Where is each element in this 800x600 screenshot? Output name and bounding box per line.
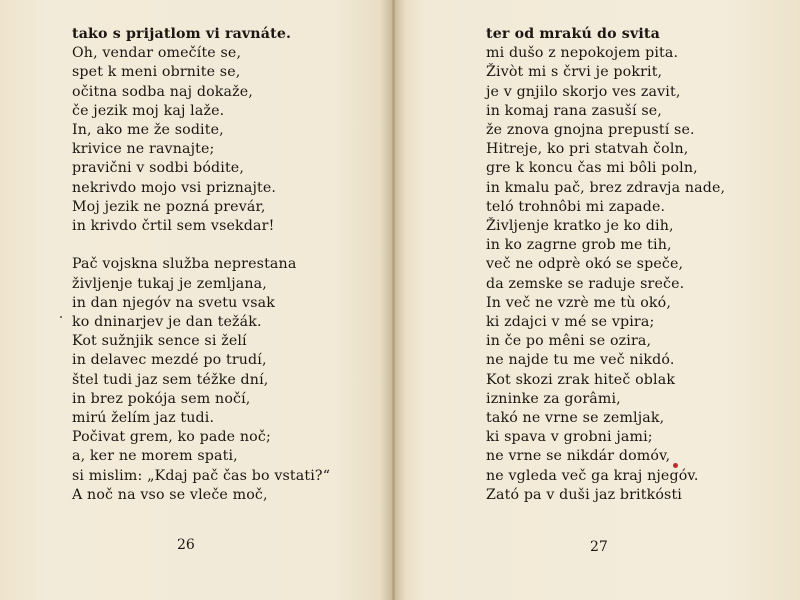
verse-line: že znova gnojna prepustí se. <box>486 122 695 139</box>
verse-line: Moj jezik ne pozná prevár, <box>72 198 266 215</box>
verse-line: si mislim: „Kdaj pač čas bo vstati?“ <box>72 467 331 484</box>
right-page-verse <box>486 25 725 505</box>
verse-line: in komaj rana zasuší se, <box>486 102 662 119</box>
verse-line: ne vrne se nikdár domóv, <box>486 448 671 465</box>
verse-line: in dan njegóv na svetu vsak <box>72 294 276 311</box>
verse-line: ne najde tu me več nikdó. <box>486 352 675 369</box>
verse-line: očitna sodba naj dokaže, <box>72 83 253 100</box>
ink-speck <box>673 463 678 468</box>
verse-line: Življenje kratko je ko dih, <box>486 218 674 235</box>
ink-speck <box>60 316 62 318</box>
verse-line: in če po mêni se ozira, <box>486 333 652 350</box>
verse-line: in kmalu pač, brez zdravja nade, <box>486 179 726 196</box>
verse-line: ki spava v grobni jami; <box>486 429 653 446</box>
verse-line: izninke za gorâmi, <box>486 390 621 407</box>
verse-line: Oh, vendar omečíte se, <box>72 45 242 62</box>
verse-line: in delavec mezdé po trudí, <box>72 352 267 369</box>
verse-line: spet k meni obrnite se, <box>72 64 241 81</box>
verse-line: Hitreje, ko pri statvah čoln, <box>486 141 689 158</box>
verse-line: gre k koncu čas mi bôli poln, <box>486 160 698 177</box>
page-number-left: 26 <box>177 537 195 553</box>
verse-line: Živòt mi s črvi je pokrit, <box>486 64 663 81</box>
page-number-right: 27 <box>590 539 608 555</box>
verse-line: če jezik moj kaj laže. <box>72 102 225 119</box>
verse-line: a, ker ne morem spati, <box>72 448 238 465</box>
book-gutter <box>380 0 406 600</box>
verse-line: nekrivdo mojo vsi priznajte. <box>72 179 277 196</box>
verse-line: ter od mrakú do svita <box>486 26 660 42</box>
verse-line: in ko zagrne grob me tih, <box>486 237 672 254</box>
verse-line: teló trohnôbi mi zapade. <box>486 198 666 215</box>
verse-line: In več ne vzrè me tù okó, <box>486 294 671 311</box>
verse-line: Počivat grem, ko pade noč; <box>72 429 271 446</box>
verse-line: A noč na vso se vleče moč, <box>72 486 268 503</box>
verse-line: več ne odprè okó se speče, <box>486 256 684 273</box>
verse-line: takó ne vrne se zemljak, <box>486 410 665 427</box>
verse-line: in brez pokója sem nočí, <box>72 390 251 407</box>
verse-line: in krivdo črtil sem vsekdar! <box>72 218 275 235</box>
verse-line: tako s prijatlom vi ravnáte. <box>72 26 292 42</box>
verse-line: ko dninarjev je dan težák. <box>72 314 262 331</box>
verse-line: Pač vojskna služba neprestana <box>72 256 297 273</box>
verse-line: ki zdajci v mé se vpira; <box>486 314 655 331</box>
verse-line: Kot sužnjik sence si želí <box>72 333 247 350</box>
left-page-verse <box>72 25 330 505</box>
stanza-break <box>72 236 330 255</box>
verse-line: da zemske se raduje sreče. <box>486 275 685 292</box>
verse-line: krivice ne ravnajte; <box>72 141 215 158</box>
verse-line: mirú želím jaz tudi. <box>72 410 215 427</box>
verse-line: štel tudi jaz sem téžke dní, <box>72 371 269 388</box>
verse-line: pravični v sodbi bódite, <box>72 160 245 177</box>
verse-line: ne vgleda več ga kraj njegóv. <box>486 467 699 484</box>
verse-line: življenje tukaj je zemljana, <box>72 275 267 292</box>
verse-line: je v gnjilo skorjo ves zavit, <box>486 83 681 100</box>
verse-line: Kot skozi zrak hiteč oblak <box>486 371 676 388</box>
verse-line: In, ako me že sodite, <box>72 122 224 139</box>
verse-line: mi dušo z nepokojem pita. <box>486 45 679 62</box>
verse-line: Zató pa v duši jaz britkósti <box>486 486 682 503</box>
